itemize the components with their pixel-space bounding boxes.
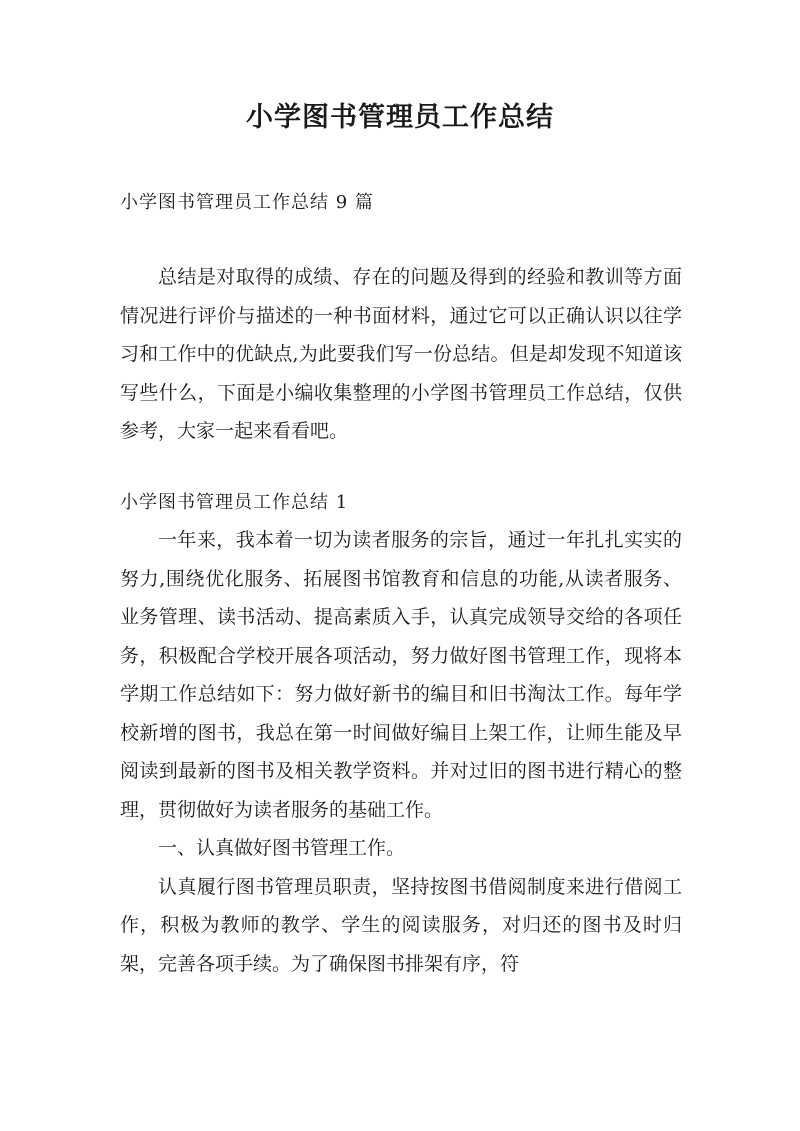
document-title: 小学图书管理员工作总结: [246, 102, 554, 133]
body-paragraph: 一年来，我本着一切为读者服务的宗旨，通过一年扎扎实实的努力,围绕优化服务、拓展图书馆教育和信息的功能,从读者服务、业务管理、读书活动、提高素质入手，认真完成领导交给的各项任务，积极配合学校开展各项活动，努力做好图书管理工作，现将本学期工作总结如下：努力做好新书的编目和旧书淘汰工作。每年学校新增的图书，我总在第一时间做好编目上架工作，让师生能及早阅读到最新的图书及相关教学资料。并对过旧的图书进行精心的整理，贯彻做好为读者服务的基础工作。: [120, 529, 682, 821]
list-heading: 一、认真做好图书管理工作。: [158, 837, 406, 859]
document-subtitle: 小学图书管理员工作总结 9 篇: [120, 192, 374, 213]
intro-section: [120, 258, 682, 451]
section-body: [120, 521, 682, 983]
section-heading: 小学图书管理员工作总结 1: [120, 492, 349, 513]
body-paragraph: 认真履行图书管理员职责，坚持按图书借阅制度来进行借阅工作，积极为教师的教学、学生的阅读服务，对归还的图书及时归架，完善各项手续。为了确保图书排架有序，符: [120, 875, 682, 975]
intro-paragraph: 总结是对取得的成绩、存在的问题及得到的经验和教训等方面情况进行评价与描述的一种书面材料，通过它可以正确认识以往学习和工作中的优缺点,为此要我们写一份总结。但是却发现不知道该写些什么，下面是小编收集整理的小学图书管理员工作总结，仅供参考，大家一起来看看吧。: [120, 266, 682, 442]
